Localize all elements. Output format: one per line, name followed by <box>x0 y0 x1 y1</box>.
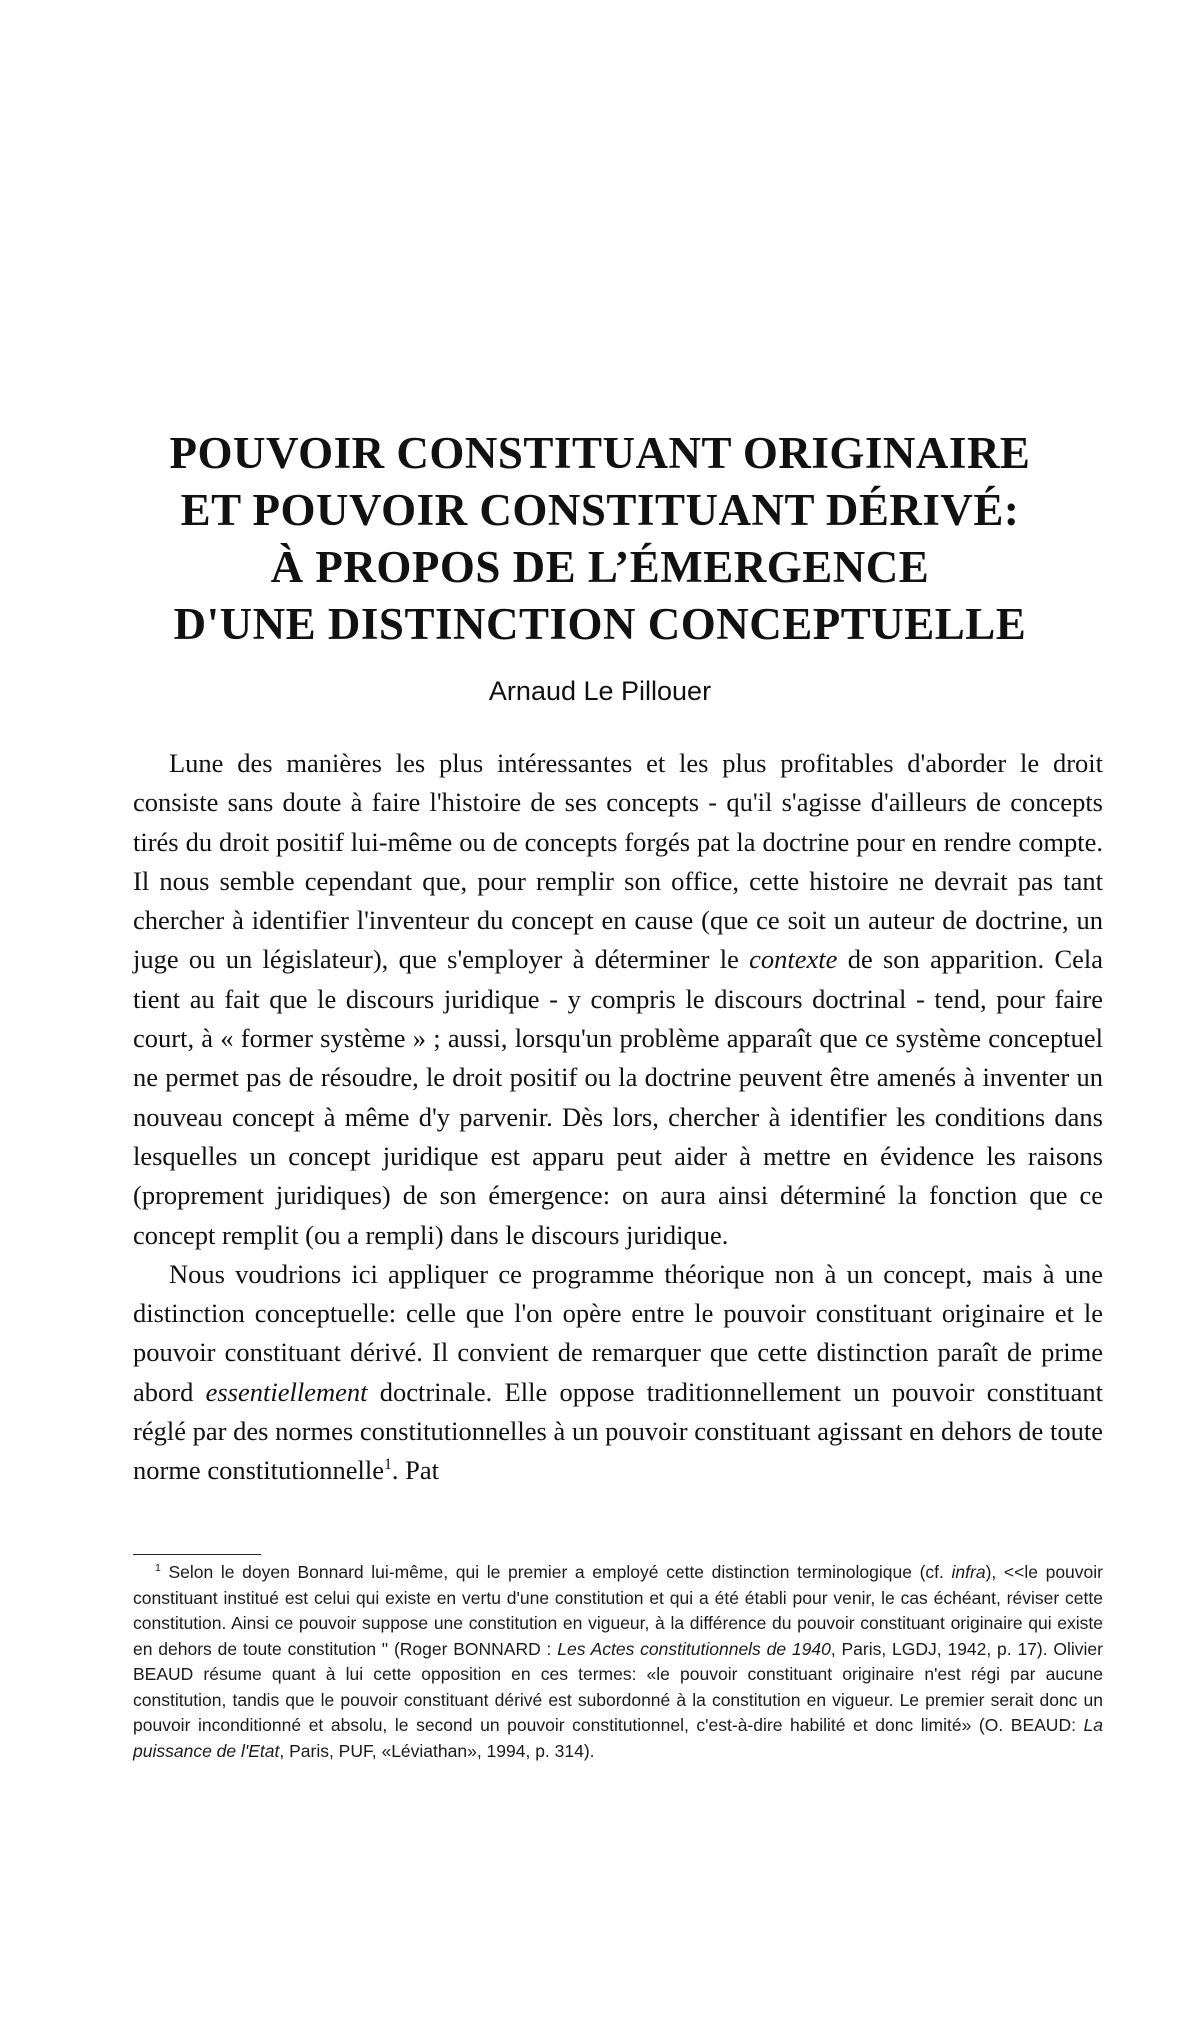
footnote-text-d: , Paris, PUF, «Léviathan», 1994, p. 314). <box>279 1740 595 1761</box>
paragraph-2-text-c: . Pat <box>391 1455 440 1486</box>
footnote-book-title-2: La puissance de l'Etat <box>133 1715 1103 1761</box>
footnote-book-title-1: Les Actes constitutionnels de 1940 <box>557 1638 831 1659</box>
footnote-text-c: , Paris, LGDJ, 1942, p. 17). Olivier BEAUD résume quant à lui cette opposition en ces termes: «le pouvoir constituant originaire n'est régi par aucune constitution, tandis que le pouvoir constituant dérivé est subordonné à la constitution en vigueur. Le premier serait donc un pouvoir inconditionné et absolu, le second un pouvoir constitutionnel, c'est-à-dire habilité et donc limité» (O. BEAUD: <box>133 1638 1103 1735</box>
paragraph-2-text-a: Nous voudrions ici appliquer ce programme théorique non à un concept, mais à une distinction conceptuelle: celle que l'on opère entre le pouvoir constituant originaire et le pouvoir constituant dérivé. Il convient de remarquer que cette distinction paraît de prime abord <box>133 1258 1103 1407</box>
footnote-text-b: ), <<le pouvoir constituant institué est celui qui existe en vertu d'une constitution et qui a été établi pour venir, le cas échéant, réviser cette constitution. Ainsi ce pouvoir suppose une constitution en vigueur, à la différence du pouvoir constituant originaire qui existe en dehors de toute constitution " (Roger BONNARD : <box>133 1562 1103 1659</box>
footnote-text-a: Selon le doyen Bonnard lui-même, qui le premier a employé cette distinction terminologique (cf. <box>168 1562 952 1582</box>
paragraph-1-text-b: de son apparition. Cela tient au fait que le discours juridique - y compris le discours doctrinal - tend, pour faire court, à « former système » ; aussi, lorsqu'un problème apparaît que ce système conceptuel ne permet pas de résoudre, le droit positif ou la doctrine peuvent être amenés à inventer un nouveau concept à même d'y parvenir. Dès lors, chercher à identifier les conditions dans lesquelles un concept juridique est apparu peut aider à mettre en évidence les raisons (proprement juridiques) de son émergence: on aura ainsi déterminé la fonction que ce concept remplit (ou a rempli) dans le discours juridique. <box>133 944 1104 1250</box>
footnote-emphasis-1: infra <box>951 1562 986 1582</box>
footnote-marker: 1 <box>155 1562 161 1575</box>
title-line-1: POUVOIR CONSTITUANT ORIGINAIRE <box>169 428 1031 478</box>
paragraph-1-text-a: Lune des manières les plus intéressantes et les plus profitables d'aborder le droit consiste sans doute à faire l'histoire de ses concepts - qu'il s'agisse d'ailleurs de concepts tirés du droit positif lui-même ou de concepts forgés pat la doctrine pour en rendre compte. Il nous semble cependant que, pour remplir son office, cette histoire ne devrait pas tant chercher à identifier l'inventeur du concept en cause (que ce soit un auteur de doctrine, un juge ou un législateur), que s'employer à déterminer le <box>133 748 1103 975</box>
paragraph-1-emphasis: contexte <box>749 944 838 975</box>
author-name: Arnaud Le Pillouer <box>488 676 712 706</box>
paragraph-2-text-b: doctrinale. Elle oppose traditionnellement un pouvoir constituant réglé par des normes constitutionnelles à un pouvoir constituant agissant en dehors de toute norme constitutionnelle <box>133 1376 1103 1486</box>
title-line-3: À PROPOS DE L’ÉMERGENCE <box>270 542 930 592</box>
article-title <box>120 425 1080 653</box>
paragraph-2 <box>133 1255 1103 1491</box>
paragraph-1 <box>133 744 1103 1255</box>
footnote-reference[interactable]: 1 <box>383 1456 392 1474</box>
body-text <box>133 744 1103 1491</box>
footnote-separator <box>133 1554 261 1555</box>
footnotes <box>133 1560 1103 1764</box>
title-line-2: ET POUVOIR CONSTITUANT DÉRIVÉ: <box>180 485 1020 535</box>
footnote-1 <box>133 1560 1103 1764</box>
paragraph-2-emphasis: essentiellement <box>205 1376 368 1407</box>
title-line-4: D'UNE DISTINCTION CONCEPTUELLE <box>173 599 1027 649</box>
